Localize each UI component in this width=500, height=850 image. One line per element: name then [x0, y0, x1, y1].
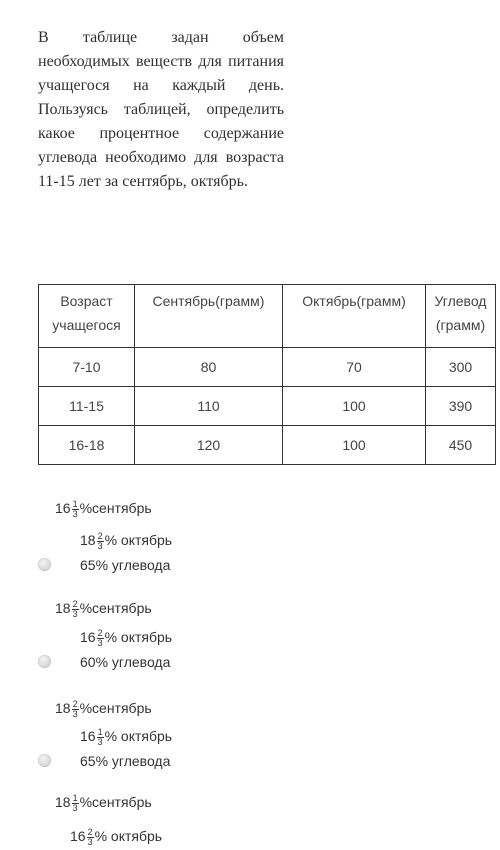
table-cell: 7-10 — [39, 348, 135, 387]
fraction-denominator: 3 — [72, 709, 78, 719]
header-october: Октябрь(грамм) — [283, 285, 426, 348]
fraction-denominator: 3 — [72, 609, 78, 619]
table-cell: 450 — [426, 426, 496, 465]
option-text: % октябрь — [104, 728, 173, 745]
fraction — [87, 828, 94, 847]
fraction-denominator: 3 — [97, 541, 103, 551]
option-line-carbs: 65% углевода — [80, 557, 171, 573]
option-line-october — [70, 828, 162, 847]
fraction-whole: 18 — [55, 700, 71, 717]
table-cell: 70 — [283, 348, 426, 387]
table-row — [39, 387, 496, 426]
table-cell: 100 — [283, 387, 426, 426]
fraction-denominator: 3 — [87, 837, 93, 847]
fraction-whole: 18 — [55, 600, 71, 617]
fraction-whole: 18 — [80, 532, 96, 549]
option-line-september — [55, 500, 152, 519]
fraction-whole: 16 — [80, 629, 96, 646]
option-line-september — [55, 600, 152, 619]
option-line-september — [55, 700, 152, 719]
header-carbs: Углевод (грамм) — [426, 285, 496, 348]
fraction-numerator: 1 — [72, 793, 78, 803]
fraction-whole: 18 — [55, 794, 71, 811]
option-line-carbs: 60% углевода — [80, 654, 171, 670]
fraction-denominator: 3 — [72, 509, 78, 519]
table-row — [39, 426, 496, 465]
answer-option — [0, 692, 500, 790]
fraction-numerator: 2 — [97, 628, 103, 638]
option-radio[interactable] — [38, 655, 51, 668]
option-line-carbs: 65% углевода — [80, 753, 171, 769]
table-cell: 80 — [135, 348, 283, 387]
answer-options — [0, 500, 500, 850]
table-cell: 16-18 — [39, 426, 135, 465]
option-radio[interactable] — [38, 754, 51, 767]
option-line-october — [80, 629, 172, 648]
table-cell: 110 — [135, 387, 283, 426]
question-text: В таблице задан объем необходимых веществ для питания учащегося на каждый день. Пользуясь таблицей, определить какое процентное содержание углевода необходимо для возраста 11-15 лет за сентябрь, октябрь. — [38, 29, 284, 190]
option-text: % октябрь — [104, 629, 173, 646]
fraction-denominator: 3 — [72, 803, 78, 813]
fraction-numerator: 2 — [72, 699, 78, 709]
fraction — [97, 532, 104, 551]
fraction-numerator: 2 — [97, 531, 103, 541]
answer-option — [0, 596, 500, 692]
fraction-whole: 16 — [55, 500, 71, 517]
option-text: % октябрь — [94, 828, 163, 845]
answer-option — [0, 500, 500, 596]
fraction-denominator: 3 — [97, 737, 103, 747]
table-cell: 120 — [135, 426, 283, 465]
fraction — [72, 700, 79, 719]
header-age: Возраст учащегося — [39, 285, 135, 348]
fraction — [97, 629, 104, 648]
table-cell: 300 — [426, 348, 496, 387]
fraction — [97, 728, 104, 747]
fraction-numerator: 1 — [72, 499, 78, 509]
header-september: Сентябрь(грамм) — [135, 285, 283, 348]
option-radio[interactable] — [38, 558, 51, 571]
fraction — [72, 500, 79, 519]
fraction — [72, 600, 79, 619]
fraction-denominator: 3 — [97, 638, 103, 648]
fraction-whole: 16 — [80, 728, 96, 745]
fraction-numerator: 1 — [97, 727, 103, 737]
fraction-numerator: 2 — [72, 599, 78, 609]
table-cell: 11-15 — [39, 387, 135, 426]
fraction-numerator: 2 — [87, 827, 93, 837]
option-text: %сентябрь — [79, 700, 152, 717]
table-row — [39, 348, 496, 387]
table-cell: 390 — [426, 387, 496, 426]
answer-option — [0, 790, 500, 850]
option-text: %сентябрь — [79, 794, 152, 811]
option-line-october — [80, 532, 172, 551]
option-line-september — [55, 794, 152, 813]
table-cell: 100 — [283, 426, 426, 465]
fraction — [72, 794, 79, 813]
option-text: % октябрь — [104, 532, 173, 549]
option-text: %сентябрь — [79, 600, 152, 617]
nutrition-table — [38, 284, 496, 465]
fraction-whole: 16 — [70, 828, 86, 845]
option-text: %сентябрь — [79, 500, 152, 517]
option-line-october — [80, 728, 172, 747]
